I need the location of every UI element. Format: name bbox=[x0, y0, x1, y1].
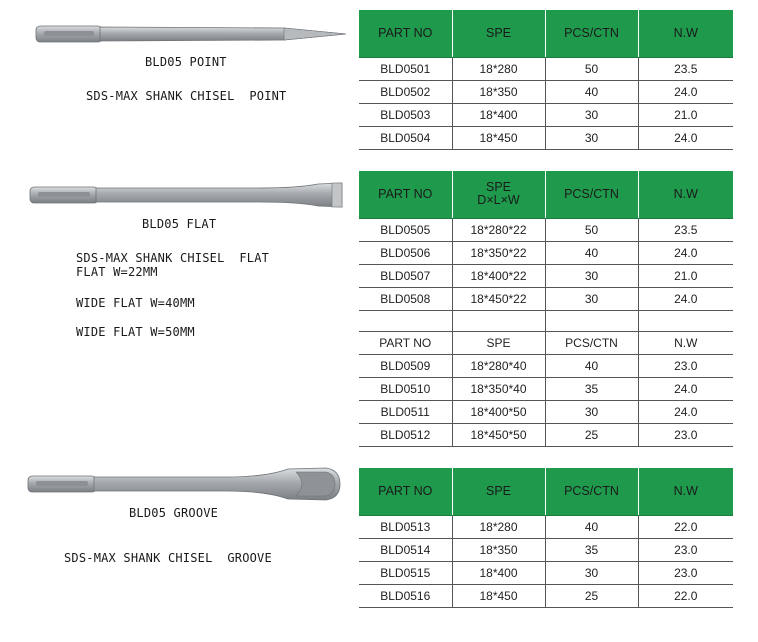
point-description: SDS-MAX SHANK CHISEL POINT bbox=[86, 89, 287, 103]
cell-spe: 18*280*40 bbox=[452, 354, 545, 377]
header-part-no: PART NO bbox=[359, 10, 452, 57]
cell-part-no: BLD0515 bbox=[359, 561, 452, 584]
cell-part-no: BLD0508 bbox=[359, 287, 452, 310]
point-spec-table bbox=[359, 10, 733, 150]
table-row bbox=[359, 423, 733, 446]
table-row bbox=[359, 377, 733, 400]
header-pcs-ctn: PCS/CTN bbox=[545, 10, 638, 57]
cell-part-no: BLD0516 bbox=[359, 584, 452, 607]
cell-pcs: 35 bbox=[545, 538, 638, 561]
header-spe bbox=[452, 171, 545, 218]
wide-flat-width-40: WIDE FLAT W=40MM bbox=[76, 296, 195, 310]
cell-spe: 18*280 bbox=[452, 57, 545, 80]
header-pcs-ctn: PCS/CTN bbox=[545, 171, 638, 218]
table-row bbox=[359, 103, 733, 126]
cell-nw: 24.0 bbox=[638, 126, 733, 149]
point-chisel-image bbox=[34, 22, 350, 46]
cell-nw: 22.0 bbox=[638, 584, 733, 607]
spacer-row bbox=[359, 310, 733, 331]
cell-spe: 18*350 bbox=[452, 538, 545, 561]
cell-spe: 18*400 bbox=[452, 561, 545, 584]
flat-description: SDS-MAX SHANK CHISEL FLAT bbox=[76, 251, 270, 265]
cell-spe: 18*350 bbox=[452, 80, 545, 103]
cell-nw: 24.0 bbox=[638, 241, 733, 264]
cell-part-no: BLD0514 bbox=[359, 538, 452, 561]
header-part-no: PART NO bbox=[359, 468, 452, 515]
header-nw: N.W bbox=[638, 468, 733, 515]
cell-pcs: 40 bbox=[545, 354, 638, 377]
cell-part-no: BLD0513 bbox=[359, 515, 452, 538]
cell-nw: 23.5 bbox=[638, 218, 733, 241]
cell-nw: 24.0 bbox=[638, 377, 733, 400]
groove-spec-table bbox=[359, 468, 733, 608]
flat-chisel-image bbox=[28, 181, 346, 209]
cell-spe: 18*450 bbox=[452, 126, 545, 149]
cell-spe: 18*400*50 bbox=[452, 400, 545, 423]
cell-part-no: BLD0504 bbox=[359, 126, 452, 149]
flat-width-22: FLAT W=22MM bbox=[76, 265, 158, 279]
cell-part-no: BLD0501 bbox=[359, 57, 452, 80]
subheader-spe: SPE bbox=[452, 331, 545, 354]
subheader-part-no: PART NO bbox=[359, 331, 452, 354]
header-pcs-ctn: PCS/CTN bbox=[545, 468, 638, 515]
cell-part-no: BLD0506 bbox=[359, 241, 452, 264]
header-spe-dimensions: D×L×W bbox=[477, 193, 520, 208]
cell-spe: 18*280 bbox=[452, 515, 545, 538]
cell-spe: 18*450*22 bbox=[452, 287, 545, 310]
header-nw: N.W bbox=[638, 10, 733, 57]
cell-pcs: 50 bbox=[545, 218, 638, 241]
cell-pcs: 30 bbox=[545, 400, 638, 423]
cell-spe: 18*400 bbox=[452, 103, 545, 126]
cell-pcs: 40 bbox=[545, 515, 638, 538]
table-row bbox=[359, 515, 733, 538]
cell-pcs: 50 bbox=[545, 57, 638, 80]
table-row bbox=[359, 561, 733, 584]
table-row bbox=[359, 400, 733, 423]
cell-pcs: 30 bbox=[545, 103, 638, 126]
cell-nw: 23.0 bbox=[638, 423, 733, 446]
cell-part-no: BLD0502 bbox=[359, 80, 452, 103]
flat-image-label: BLD05 FLAT bbox=[142, 217, 217, 231]
cell-pcs: 25 bbox=[545, 584, 638, 607]
cell-part-no: BLD0507 bbox=[359, 264, 452, 287]
cell-spe: 18*350*40 bbox=[452, 377, 545, 400]
header-part-no: PART NO bbox=[359, 171, 452, 218]
table-row bbox=[359, 354, 733, 377]
cell-nw: 24.0 bbox=[638, 287, 733, 310]
table-row bbox=[359, 287, 733, 310]
table-row bbox=[359, 218, 733, 241]
cell-pcs: 40 bbox=[545, 241, 638, 264]
header-spe: SPE bbox=[452, 468, 545, 515]
wide-flat-width-50: WIDE FLAT W=50MM bbox=[76, 325, 195, 339]
cell-part-no: BLD0509 bbox=[359, 354, 452, 377]
subheader-pcs-ctn: PCS/CTN bbox=[545, 331, 638, 354]
cell-nw: 21.0 bbox=[638, 264, 733, 287]
cell-nw: 24.0 bbox=[638, 400, 733, 423]
cell-spe: 18*450*50 bbox=[452, 423, 545, 446]
cell-nw: 23.0 bbox=[638, 538, 733, 561]
cell-pcs: 30 bbox=[545, 287, 638, 310]
cell-part-no: BLD0510 bbox=[359, 377, 452, 400]
cell-nw: 22.0 bbox=[638, 515, 733, 538]
cell-spe: 18*450 bbox=[452, 584, 545, 607]
header-nw: N.W bbox=[638, 171, 733, 218]
cell-pcs: 30 bbox=[545, 264, 638, 287]
groove-chisel-image bbox=[26, 466, 344, 502]
cell-spe: 18*280*22 bbox=[452, 218, 545, 241]
cell-spe: 18*350*22 bbox=[452, 241, 545, 264]
table-header-row bbox=[359, 10, 733, 57]
cell-part-no: BLD0511 bbox=[359, 400, 452, 423]
table-row bbox=[359, 584, 733, 607]
cell-pcs: 30 bbox=[545, 561, 638, 584]
table-header-row bbox=[359, 468, 733, 515]
table-header-row bbox=[359, 171, 733, 218]
table-row bbox=[359, 57, 733, 80]
header-spe: SPE bbox=[452, 10, 545, 57]
cell-pcs: 25 bbox=[545, 423, 638, 446]
header-spe-label: SPE bbox=[485, 180, 511, 195]
table-row bbox=[359, 241, 733, 264]
cell-part-no: BLD0505 bbox=[359, 218, 452, 241]
cell-nw: 24.0 bbox=[638, 80, 733, 103]
table-row bbox=[359, 264, 733, 287]
cell-nw: 23.5 bbox=[638, 57, 733, 80]
cell-nw: 23.0 bbox=[638, 354, 733, 377]
table-row bbox=[359, 538, 733, 561]
cell-spe: 18*400*22 bbox=[452, 264, 545, 287]
subheader-nw: N.W bbox=[638, 331, 733, 354]
groove-description: SDS-MAX SHANK CHISEL GROOVE bbox=[64, 551, 272, 565]
table-row bbox=[359, 126, 733, 149]
flat-spec-table bbox=[359, 171, 733, 447]
cell-pcs: 40 bbox=[545, 80, 638, 103]
cell-part-no: BLD0512 bbox=[359, 423, 452, 446]
cell-nw: 23.0 bbox=[638, 561, 733, 584]
point-image-label: BLD05 POINT bbox=[145, 55, 227, 69]
cell-part-no: BLD0503 bbox=[359, 103, 452, 126]
cell-pcs: 35 bbox=[545, 377, 638, 400]
table-subheader-row bbox=[359, 331, 733, 354]
cell-nw: 21.0 bbox=[638, 103, 733, 126]
cell-pcs: 30 bbox=[545, 126, 638, 149]
table-row bbox=[359, 80, 733, 103]
groove-image-label: BLD05 GROOVE bbox=[129, 506, 219, 520]
